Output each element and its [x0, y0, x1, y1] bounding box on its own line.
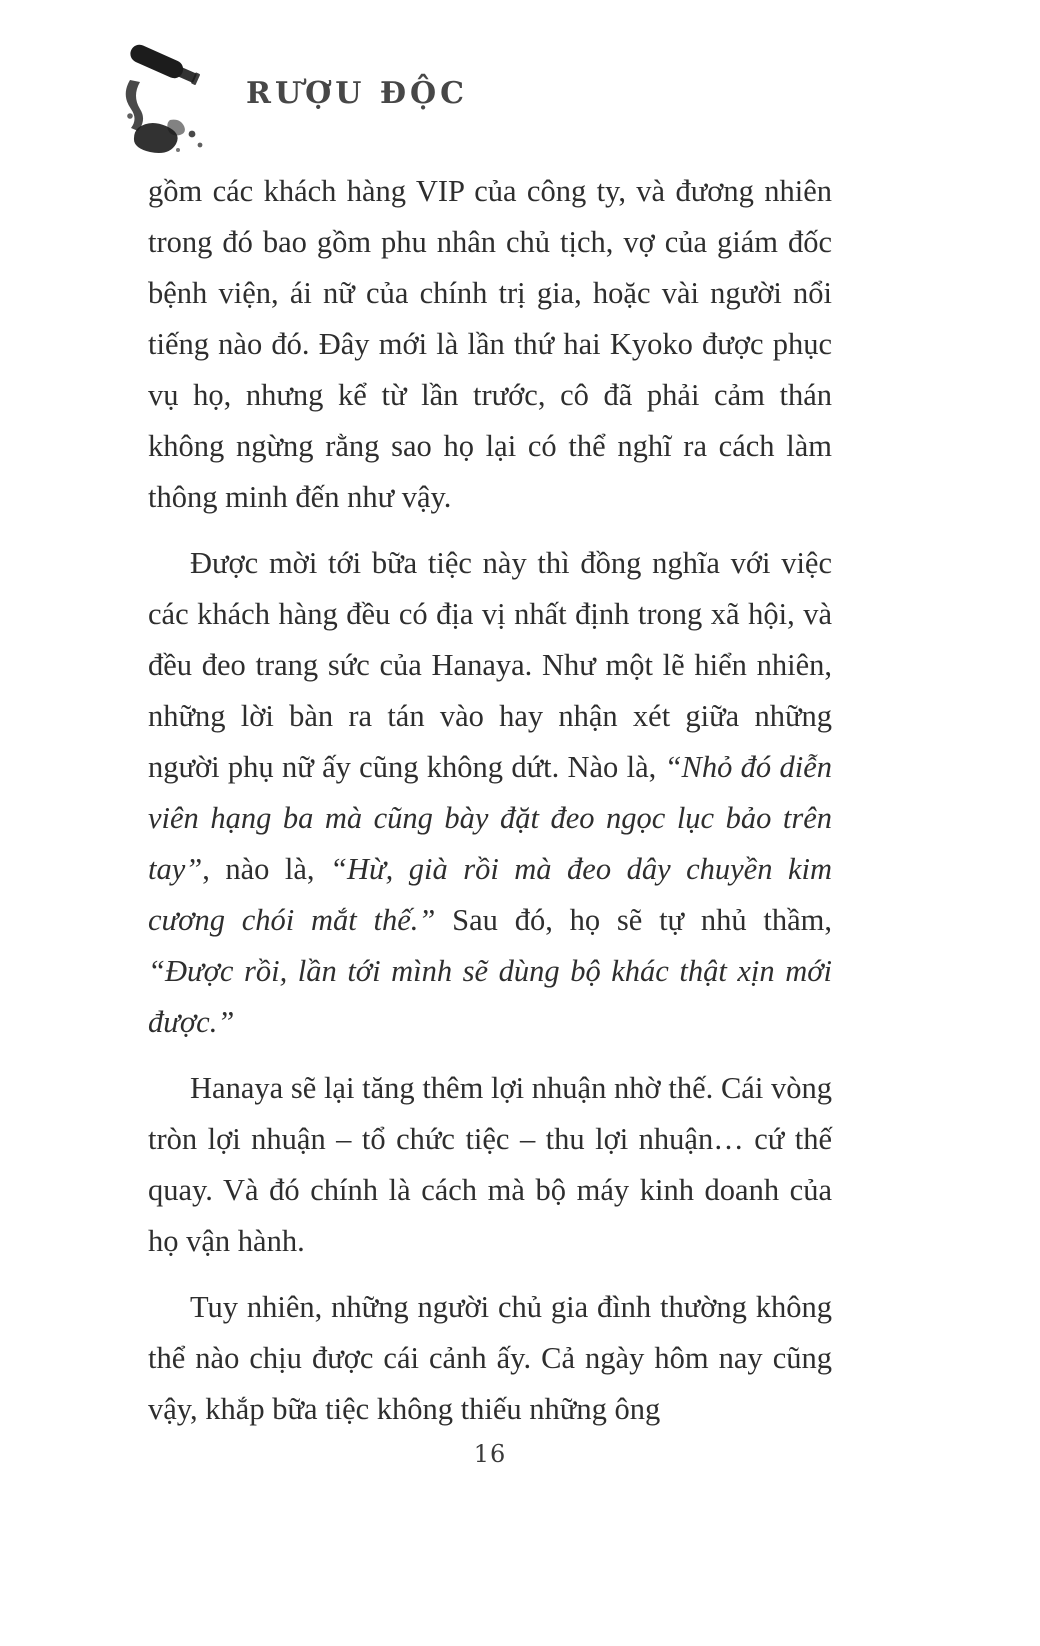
paragraph-text: gồm các khách hàng VIP của công ty, và đương nhiên trong đó bao gồm phu nhân chủ tịch, vợ của giám đốc bệnh viện, ái nữ của chính trị gia, hoặc vài người nổi tiếng nào đó. Đây mới là lần thứ hai Kyoko được phục vụ họ, nhưng kể từ lần trước, cô đã phải cảm thán không ngừng rằng sao họ lại có thể nghĩ ra cách làm thông minh đến như vậy.	[148, 174, 832, 514]
body-text	[148, 166, 832, 1450]
paragraph-text: Tuy nhiên, những người chủ gia đình thường không thể nào chịu được cái cảnh ấy. Cả ngày hôm nay cũng vậy, khắp bữa tiệc không thiếu những ông	[148, 1290, 832, 1426]
paragraph-text: Được mời tới bữa tiệc này thì đồng nghĩa với việc các khách hàng đều có địa vị nhất định trong xã hội, và đều đeo trang sức của Hanaya. Như một lẽ hiển nhiên, những lời bàn ra tán vào hay nhận xét giữa những người phụ nữ ấy cũng không dứt. Nào là,	[148, 546, 832, 784]
page-number: 16	[473, 1440, 507, 1468]
quote-text: “Nhỏ đó diễn viên hạng ba mà cũng bày đặt đeo ngọc lục bảo trên tay”	[148, 750, 832, 886]
page-header	[112, 42, 468, 162]
quote-text: “Hừ, già rồi mà đeo dây chuyền kim cương chói mắt thế.”	[148, 852, 832, 937]
paragraph	[148, 1063, 832, 1267]
ink-bottle-logo-icon	[112, 42, 232, 162]
paragraph	[148, 538, 832, 1048]
page-footer	[148, 1440, 832, 1468]
paragraph-text: Hanaya sẽ lại tăng thêm lợi nhuận nhờ thế. Cái vòng tròn lợi nhuận – tổ chức tiệc – thu lợi nhuận… cứ thế quay. Và đó chính là cách mà bộ máy kinh doanh của họ vận hành.	[148, 1071, 832, 1258]
paragraph-text: Sau đó, họ sẽ tự nhủ thầm,	[435, 903, 832, 937]
quote-text: “Được rồi, lần tới mình sẽ dùng bộ khác thật xịn mới được.”	[148, 954, 832, 1039]
paragraph	[148, 1282, 832, 1435]
running-head-title: RƯỢU ĐỘC	[246, 75, 469, 111]
paragraph-text: , nào là,	[202, 852, 330, 886]
paragraph	[148, 166, 832, 523]
